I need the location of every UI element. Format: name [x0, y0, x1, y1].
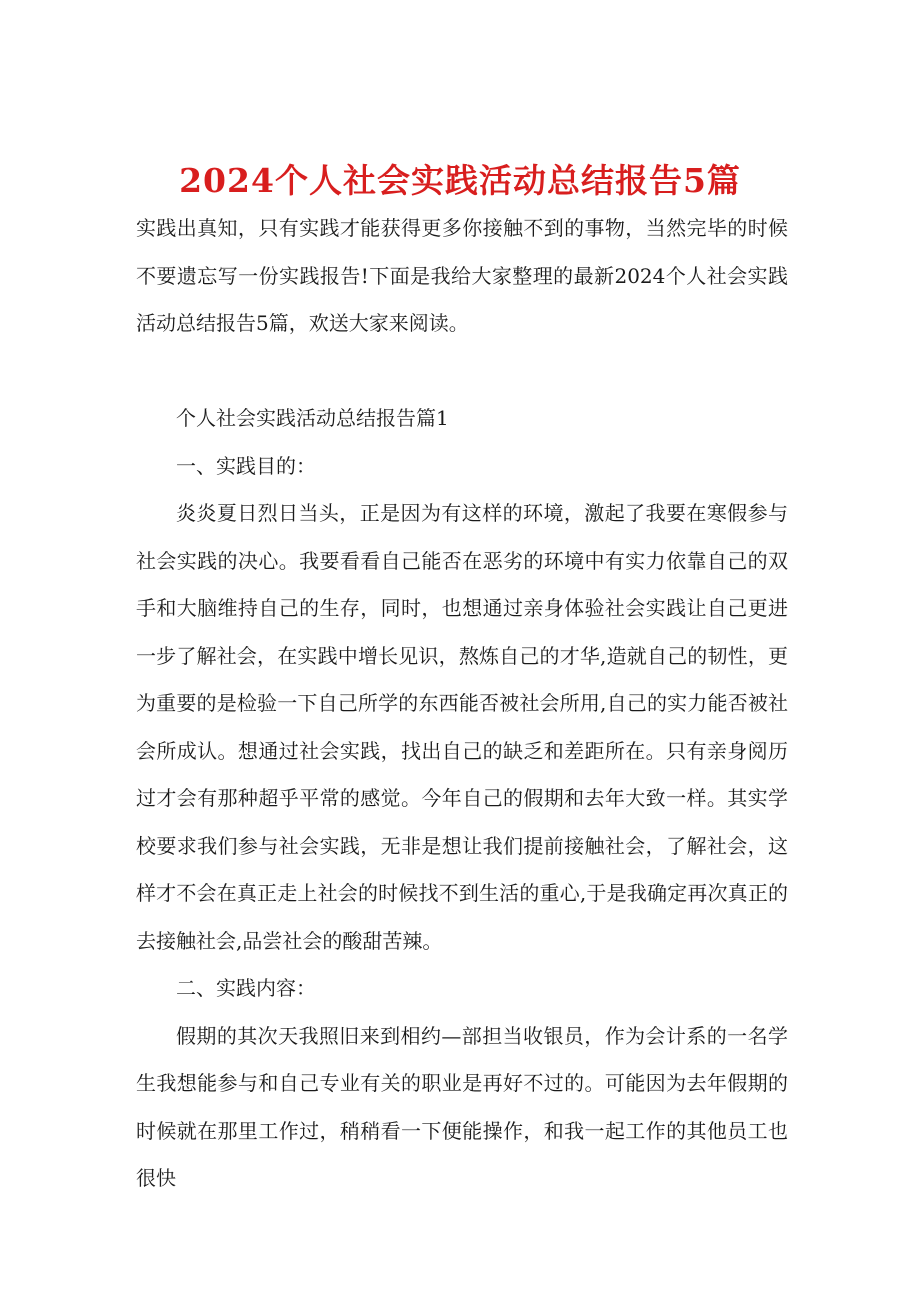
document-body: [136, 205, 788, 1203]
heading-practice-purpose: 一、实践目的：: [176, 453, 316, 478]
section-title: 个人社会实践活动总结报告篇1: [176, 406, 449, 430]
paragraph-practice-content: 假期的其次天我照旧来到相约—部担当收银员，作为会计系的一名学生我想能参与和自己专业有关的职业是再好不过的。可能因为去年假期的时候就在那里工作过，稍稍看一下便能操作，和我一起工作的其他员工也很快: [136, 1023, 788, 1190]
document-title: 2024个人社会实践活动总结报告5篇: [179, 161, 741, 201]
intro-paragraph: 实践出真知，只有实践才能获得更多你接触不到的事物，当然完毕的时候不要遗忘写一份实践报告!下面是我给大家整理的最新2024个人社会实践活动总结报告5篇，欢送大家来阅读。: [136, 216, 788, 335]
heading-practice-content: 二、实践内容：: [176, 976, 316, 1000]
paragraph-practice-purpose: 炎炎夏日烈日当头，正是因为有这样的环境，激起了我要在寒假参与社会实践的决心。我要看看自己能否在恶劣的环境中有实力依靠自己的双手和大脑维持自己的生存，同时，也想通过亲身体验社会实践让自己更进一步了解社会，在实践中增长见识，熬炼自己的才华,造就自己的韧性，更为重要的是检验一下自己所学的东西能否被社会所用,自己的实力能否被社会所成认。想通过社会实践，找出自己的缺乏和差距所在。只有亲身阅历过才会有那种超乎平常的感觉。今年自己的假期和去年大致一样。其实学校要求我们参与社会实践，无非是想让我们提前接触社会，了解社会，这样才不会在真正走上社会的时候找不到生活的重心,于是我确定再次真正的去接触社会,品尝社会的酸甜苦辣。: [136, 501, 788, 953]
